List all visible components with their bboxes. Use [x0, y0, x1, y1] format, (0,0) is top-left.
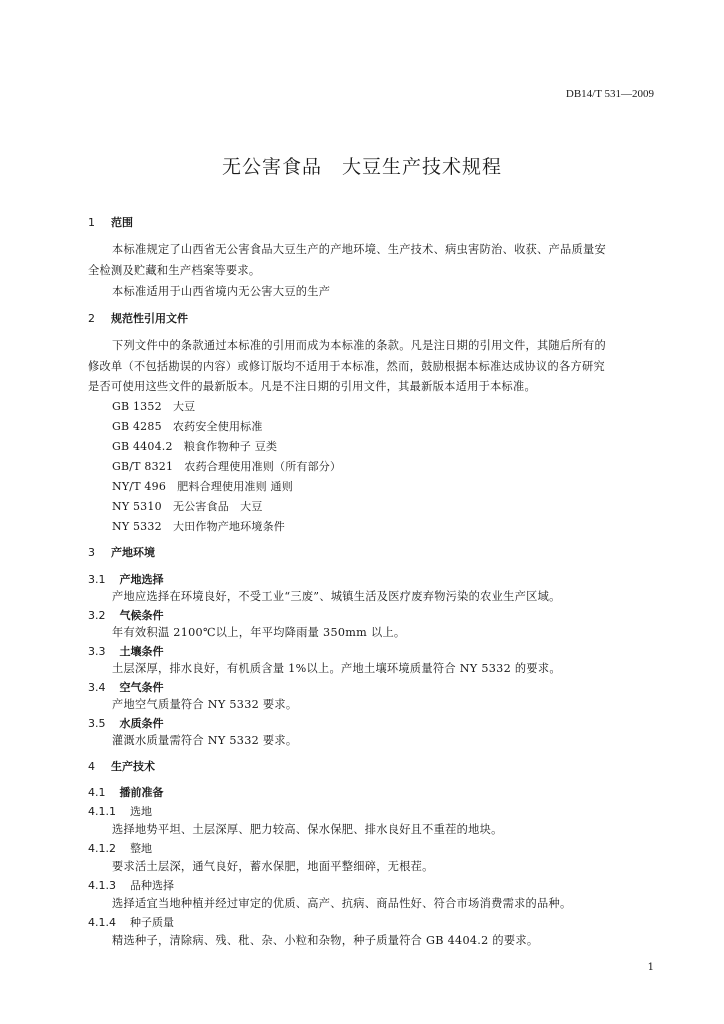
reference-item: GB/T 8321 农药合理使用准则（所有部分） [112, 460, 342, 473]
paragraph-line: 产地应选择在环境良好，不受工业“三废”、城镇生活及医疗废弃物污染的农业生产区域。 [112, 590, 561, 603]
subsubsection-number: 4.1.4 [88, 916, 116, 929]
subsubsection-title: 选地 [130, 805, 152, 818]
subsubsection-heading [88, 803, 152, 819]
subsection-heading [88, 607, 164, 623]
subsection-number: 3.4 [88, 681, 106, 694]
paragraph-line: 土层深厚，排水良好，有机质含量 1%以上。产地土壤环境质量符合 NY 5332 的要求。 [112, 662, 561, 675]
subsection-number: 3.2 [88, 609, 106, 622]
reference-item: GB 4285 农药安全使用标准 [112, 420, 263, 433]
section-number: 3 [88, 546, 95, 559]
subsection-number: 4.1 [88, 786, 106, 799]
subsection-heading [88, 571, 164, 587]
subsection-number: 3.3 [88, 645, 106, 658]
section-number: 1 [88, 216, 95, 229]
section-number: 4 [88, 760, 95, 773]
paragraph-line: 本标准适用于山西省境内无公害大豆的生产 [112, 285, 331, 298]
subsection-number: 3.1 [88, 573, 106, 586]
subsection-number: 3.5 [88, 717, 106, 730]
section-1-heading [88, 214, 133, 230]
reference-item: NY 5310 无公害食品 大豆 [112, 500, 263, 513]
paragraph-line: 是否可使用这些文件的最新版本。凡是不注日期的引用文件，其最新版本适用于本标准。 [88, 380, 537, 393]
standard-number: DB14/T 531—2009 [565, 88, 654, 100]
subsection-heading [88, 784, 164, 800]
subsubsection-title: 品种选择 [130, 879, 174, 892]
subsection-title: 水质条件 [119, 717, 164, 730]
paragraph-line: 选择适宜当地种植并经过审定的优质、高产、抗病、商品性好、符合市场消费需求的品种。 [112, 897, 572, 910]
section-2-heading [88, 310, 188, 326]
paragraph-line: 灌溉水质量需符合 NY 5332 要求。 [112, 734, 298, 747]
subsubsection-number: 4.1.2 [88, 842, 116, 855]
subsubsection-heading [88, 840, 152, 856]
reference-item: GB 1352 大豆 [112, 400, 196, 413]
subsection-title: 空气条件 [119, 681, 164, 694]
section-title: 产地环境 [111, 546, 155, 559]
subsubsection-number: 4.1.1 [88, 805, 116, 818]
subsection-heading [88, 679, 164, 695]
reference-item: NY/T 496 肥料合理使用准则 通则 [112, 480, 293, 493]
section-number: 2 [88, 312, 95, 325]
reference-item: GB 4404.2 粮食作物种子 豆类 [112, 440, 278, 453]
document-title: 无公害食品 大豆生产技术规程 [221, 156, 502, 178]
subsection-title: 土壤条件 [119, 645, 164, 658]
paragraph-line: 要求活土层深，通气良好，蓄水保肥，地面平整细碎，无根茬。 [112, 860, 434, 873]
subsection-heading [88, 643, 164, 659]
subsubsection-title: 整地 [130, 842, 152, 855]
subsection-title: 气候条件 [119, 609, 164, 622]
paragraph-line: 选择地势平坦、土层深厚、肥力较高、保水保肥、排水良好且不重茬的地块。 [112, 823, 503, 836]
section-title: 规范性引用文件 [111, 312, 188, 325]
subsection-heading [88, 715, 164, 731]
paragraph-line: 产地空气质量符合 NY 5332 要求。 [112, 698, 298, 711]
subsubsection-title: 种子质量 [130, 916, 174, 929]
section-title: 生产技术 [111, 760, 155, 773]
paragraph-line: 下列文件中的条款通过本标准的引用而成为本标准的条款。凡是注日期的引用文件，其随后所有的 [112, 339, 606, 352]
paragraph-line: 全检测及贮藏和生产档案等要求。 [88, 264, 261, 277]
subsubsection-heading [88, 914, 174, 930]
subsection-title: 产地选择 [119, 573, 164, 586]
subsubsection-heading [88, 877, 174, 893]
section-title: 范围 [111, 216, 133, 229]
subsection-title: 播前准备 [119, 786, 164, 799]
paragraph-line: 精选种子，清除病、残、秕、杂、小粒和杂物，种子质量符合 GB 4404.2 的要求。 [112, 934, 539, 947]
subsubsection-number: 4.1.3 [88, 879, 116, 892]
paragraph-line: 年有效积温 2100℃以上，年平均降雨量 350mm 以上。 [112, 626, 406, 639]
section-3-heading [88, 544, 155, 560]
page-number: 1 [647, 962, 654, 973]
section-4-heading [88, 758, 155, 774]
paragraph-line: 本标准规定了山西省无公害食品大豆生产的产地环境、生产技术、病虫害防治、收获、产品质量安 [112, 243, 606, 256]
reference-item: NY 5332 大田作物产地环境条件 [112, 520, 285, 533]
paragraph-line: 修改单（不包括勘误的内容）或修订版均不适用于本标准，然而，鼓励根据本标准达成协议的各方研究 [88, 360, 605, 373]
